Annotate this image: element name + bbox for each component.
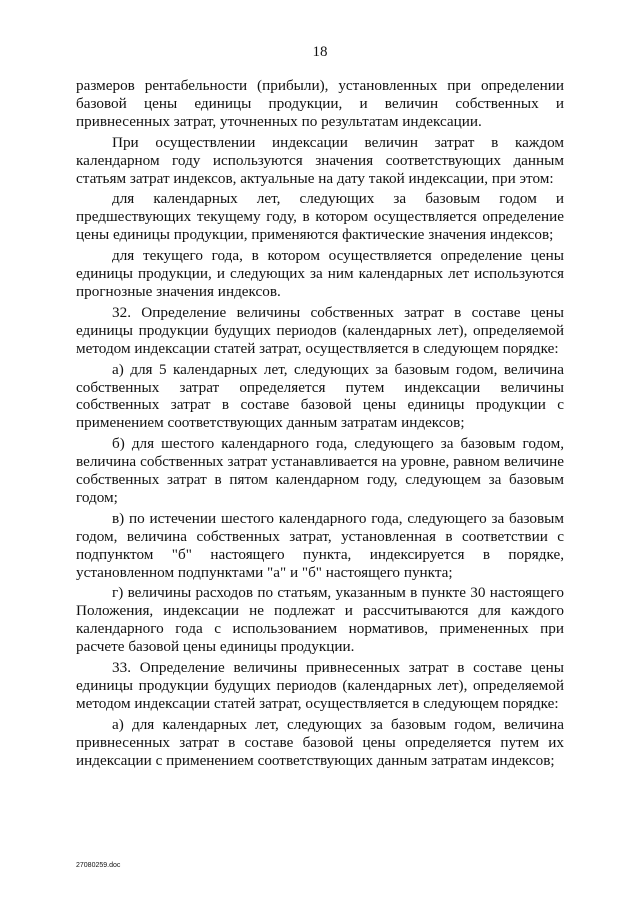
page-number: 18 [312,44,328,60]
paragraph-clause-32-b: б) для шестого календарного года, следующего за базовым годом, величина собственных затрат устанавливается на уровне, равном величине собственных затрат в пятом календарном году, следующем за базовым годом; [76,435,564,506]
paragraph-past-years: для календарных лет, следующих за базовым годом и предшествующих текущему году, в котором осуществляется определение цены единицы продукции, применяются фактические значения индексов; [76,190,564,244]
paragraph-clause-33: 33. Определение величины привнесенных затрат в составе цены единицы продукции будущих периодов (календарных лет), определяемой методом индексации статей затрат, осуществляется в следующем порядке: [76,659,564,712]
paragraph-clause-32: 32. Определение величины собственных затрат в составе цены единицы продукции будущих периодов (календарных лет), определяемой методом индексации статей затрат, осуществляется в следующем порядке: [76,303,564,357]
paragraph-current-year: для текущего года, в котором осуществляется определение цены единицы продукции, и следующих за ним календарных лет используются прогнозные значения индексов. [76,247,564,300]
paragraph-clause-32-a: а) для 5 календарных лет, следующих за базовым годом, величина собственных затрат определяется путем индексации величины собственных затрат в составе базовой цены единицы продукции с применением соответствующих данным затратам индексов; [76,360,564,432]
paragraph-continuation: размеров рентабельности (прибыли), установленных при определении базовой цены единицы продукции, и величин собственных и привнесенных затрат, уточненных по результатам индексации. [76,77,564,130]
paragraph-clause-33-a: а) для календарных лет, следующих за базовым годом, величина привнесенных затрат в составе базовой цены определяется путем их индексации с применением соответствующих данным затратам индексов; [76,715,564,769]
paragraph-indexation-intro: При осуществлении индексации величин затрат в каждом календарном году используются значения соответствующих данным статьям затрат индексов, актуальные на дату такой индексации, при этом: [76,133,564,187]
paragraph-clause-32-g: г) величины расходов по статьям, указанным в пункте 30 настоящего Положения, индексации не подлежат и рассчитываются для каждого календарного года с использованием нормативов, примененных при расчете базовой цены единицы продукции. [76,584,564,656]
footer-filename: 27080259.doc [76,862,121,869]
paragraph-clause-32-v: в) по истечении шестого календарного года, следующего за базовым годом, величина собственных затрат, установленная в соответствии с подпунктом "б" настоящего пункта, индексируется в порядке, установленном подпунктами "а" и "б" настоящего пункта; [76,509,564,581]
document-body [76,77,564,773]
